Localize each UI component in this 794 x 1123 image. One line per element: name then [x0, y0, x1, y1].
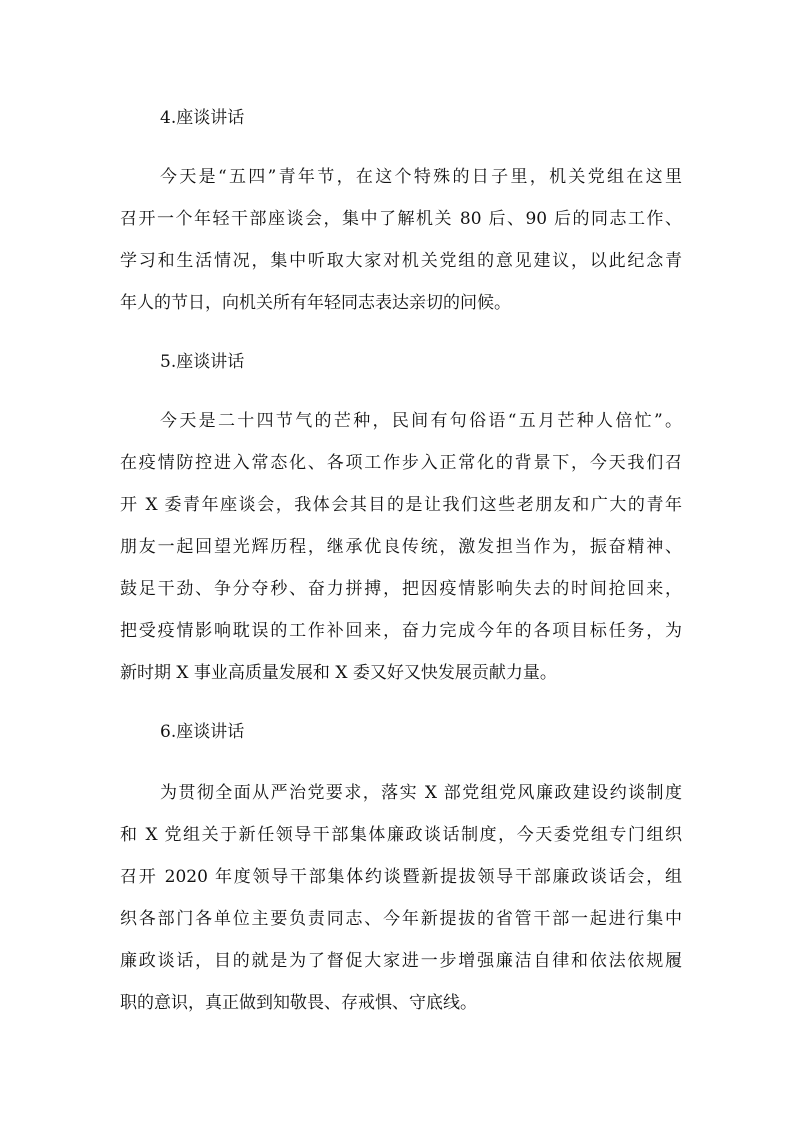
paragraph-line: 年人的节日，向机关所有年轻同志表达亲切的问候。: [120, 293, 511, 313]
paragraph-line: 今天是二十四节气的芒种，民间有句俗语“五月芒种人倍忙”。: [160, 411, 682, 431]
paragraph-line: 开 X 委青年座谈会，我体会其目的是让我们这些老朋友和广大的青年: [120, 495, 682, 515]
paragraph-line: 职的意识，真正做到知敬畏、存戒惧、守底线。: [120, 993, 477, 1013]
paragraph-line: 新时期 X 事业高质量发展和 X 委又好又快发展贡献力量。: [120, 663, 557, 683]
paragraph-line: 廉政谈话，目的就是为了督促大家进一步增强廉洁自律和依法依规履: [120, 951, 682, 971]
paragraph-line: 今天是“五四”青年节，在这个特殊的日子里，机关党组在这里: [160, 167, 682, 187]
paragraph-line: 为贯彻全面从严治党要求，落实 X 部党组党风廉政建设约谈制度: [160, 783, 682, 803]
section-heading-5: 5.座谈讲话: [160, 352, 245, 372]
paragraph-line: 学习和生活情况，集中听取大家对机关党组的意见建议，以此纪念青: [120, 251, 682, 271]
paragraph-line: 召开一个年轻干部座谈会，集中了解机关 80 后、90 后的同志工作、: [120, 209, 682, 229]
paragraph-line: 织各部门各单位主要负责同志、今年新提拔的省管干部一起进行集中: [120, 909, 682, 929]
paragraph-line: 在疫情防控进入常态化、各项工作步入正常化的背景下，今天我们召: [120, 453, 682, 473]
paragraph-line: 和 X 党组关于新任领导干部集体廉政谈话制度，今天委党组专门组织: [120, 825, 682, 845]
paragraph-line: 朋友一起回望光辉历程，继承优良传统，激发担当作为，振奋精神、: [120, 537, 682, 557]
paragraph-line: 把受疫情影响耽误的工作补回来，奋力完成今年的各项目标任务，为: [120, 621, 682, 641]
section-heading-4: 4.座谈讲话: [160, 108, 245, 128]
paragraph-line: 鼓足干劲、争分夺秒、奋力拼搏，把因疫情影响失去的时间抢回来，: [120, 579, 682, 599]
paragraph-line: 召开 2020 年度领导干部集体约谈暨新提拔领导干部廉政谈话会，组: [120, 867, 682, 887]
section-heading-6: 6.座谈讲话: [160, 722, 245, 742]
